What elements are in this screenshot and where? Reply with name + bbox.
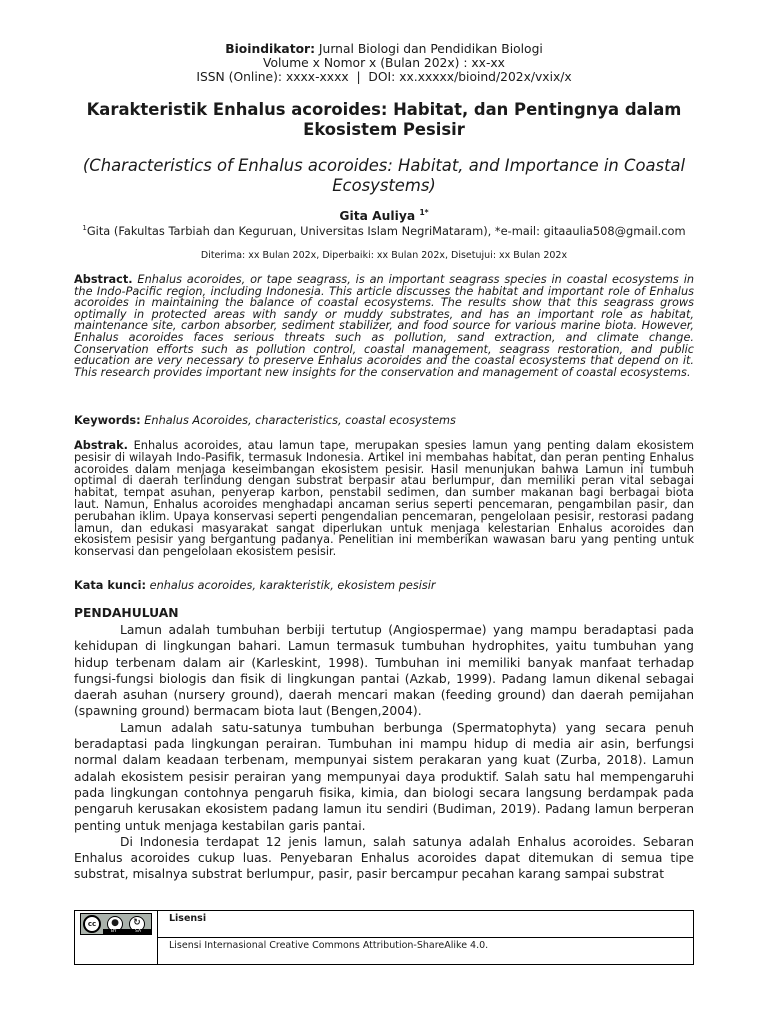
- author-line: [0, 208, 768, 223]
- keywords-english-text: Enhalus Acoroides, characteristics, coastal ecosystems: [140, 414, 456, 427]
- journal-name: [0, 42, 768, 56]
- license-box: [74, 910, 694, 965]
- badge-sa-text: SA: [135, 929, 142, 934]
- journal-name-rest: Jurnal Biologi dan Pendidikan Biologi: [315, 42, 543, 56]
- author-superscript: 1*: [419, 208, 429, 217]
- license-text: Lisensi Internasional Creative Commons Attribution-ShareAlike 4.0.: [169, 940, 489, 951]
- badge-strip: [103, 929, 151, 934]
- journal-header: [0, 42, 768, 84]
- abstract-indonesian-text: Enhalus acoroides, atau lamun tape, merupakan spesies lamun yang penting dalam ekosistem pesisir di wilayah Indo-Pasifik, termasuk Indonesia. Artikel ini membahas habitat, dan peran penting Enhalus acoroides dalam menjaga keseimbangan ekosistem pesisir. Hasil menunjukan bahwa Lamun ini tumbuh optimal di daerah terlindung dengan substrat berpasir atau berlumpur, dan memiliki peran vital sebagai habitat, tempat asuhan, penyerap karbon, penstabil sedimen, dan sumber makanan bagi berbagai biota laut. Namun, Enhalus acoroides menghadapi ancaman serius seperti pencemaran, pengambilan pasir, dan perubahan iklim. Upaya konservasi seperti pengendalian pencemaran, pengelolaan pesisir, restorasi padang lamun, dan edukasi masyarakat sangat diperlukan untuk menjaga kelestarian Enhalus acoroides dan ekosistem pesisir yang bergantung padanya. Penelitian ini memberikan wawasan baru yang penting untuk konservasi dan pengelolaan ekosistem pesisir.: [74, 439, 694, 559]
- body-paragraph: Di Indonesia terdapat 12 jenis lamun, salah satunya adalah Enhalus acoroides. Sebaran Enhalus acoroides cukup luas. Penyebaran Enhalus acoroides dapat ditemukan di semua tipe substrat, misalnya substrat berlumpur, pasir, pasir bercampur pecahan karang sampai substrat: [74, 834, 694, 882]
- body-paragraph: Lamun adalah tumbuhan berbiji tertutup (Angiospermae) yang mampu beradaptasi pada kehidupan di lingkungan bahari. Lamun termasuk tumbuhan hydrophites, yaitu tumbuhan yang hidup terbenam dalam air (Karleskint, 1998). Tumbuhan ini memiliki banyak manfaat terhadap fungsi-fungsi biologis dan fisik di lingkungan pantai (Azkab, 1999). Padang lamun dikenal sebagai daerah asuhan (nursery ground), daerah mencari makan (feeding ground) dan daerah pemijahan (spawning ground) bermacam biota laut (Bengen,2004).: [74, 623, 694, 719]
- abstract-english-label: Abstract.: [74, 273, 133, 286]
- keywords-english-label: Keywords:: [74, 414, 141, 427]
- cc-by-sa-badge[interactable]: [80, 913, 152, 935]
- body-text: [74, 622, 694, 883]
- license-heading: Lisensi: [169, 913, 207, 924]
- badge-by-text: BY: [111, 929, 117, 934]
- share-alike-icon: ↻: [129, 916, 145, 932]
- license-row-divider: [157, 937, 693, 938]
- body-paragraph: Lamun adalah satu-satunya tumbuhan berbunga (Spermatophyta) yang secara penuh beradaptasi pada lingkungan perairan. Tumbuhan ini mampu hidup di media air asin, berfungsi normal dalam keadaan terbenam, mempunyai sistem perakaran yang kuat (Zurba, 2018). Lamun adalah ekosistem pesisir perairan yang mempunyai daya produktif. Salah satu hal mempengaruhi pada lingkungan contohnya pengaruh fisika, kimia, dan biologi secara langsung berdampak pada pengaruh kerusakan ekosistem padang lamun itu sendiri (Budiman, 2019). Padang lamun berperan penting untuk menjaga kestabilan garis pantai.: [74, 720, 694, 833]
- submission-dates: Diterima: xx Bulan 202x, Diperbaiki: xx Bulan 202x, Disetujui: xx Bulan 202x: [200, 250, 568, 261]
- license-logo-cell: [75, 911, 158, 964]
- journal-name-label: Bioindikator:: [225, 42, 316, 56]
- person-icon: ●: [107, 916, 123, 932]
- keywords-english: [74, 415, 694, 427]
- article-title-indonesian: Karakteristik Enhalus acoroides: Habitat, dan Pentingnya dalam Ekosistem Pesisir: [86, 100, 682, 139]
- article-title-english: (Characteristics of Enhalus acoroides: Habitat, and Importance in Coastal Ecosystems): [82, 156, 686, 195]
- cc-icon: cc: [83, 915, 101, 933]
- keywords-indonesian-text: enhalus acoroides, karakteristik, ekosistem pesisir: [146, 579, 436, 592]
- abstract-indonesian: [74, 440, 694, 558]
- author-name: Gita Auliya: [339, 209, 416, 224]
- journal-issn-doi: ISSN (Online): xxxx-xxxx | DOI: xx.xxxxx/bioind/202x/vxix/x: [196, 70, 572, 84]
- abstract-english: [74, 274, 694, 378]
- keywords-indonesian-label: Kata kunci:: [74, 579, 147, 592]
- affiliation-text: Gita (Fakultas Tarbiah dan Keguruan, Universitas Islam NegriMataram), *e-mail: gitaaulia508@gmail.com: [86, 224, 686, 238]
- affiliation-superscript: 1: [82, 224, 87, 233]
- keywords-indonesian: [74, 580, 694, 592]
- abstract-indonesian-label: Abstrak.: [74, 439, 128, 452]
- journal-volume: Volume x Nomor x (Bulan 202x) : xx-xx: [263, 56, 505, 70]
- abstract-english-text: Enhalus acoroides, or tape seagrass, is an important seagrass species in coastal ecosystems in the Indo-Pacific region, including Indonesia. This article discusses the habitat and important role of Enhalus acoroides in maintaining the balance of coastal ecosystems. The results show that this seagrass grows optimally in protected areas with sandy or muddy substrates, and has an important role as habitat, maintenance site, carbon absorber, sediment stabilizer, and food source for various marine biota. However, Enhalus acoroides faces serious threats such as pollution, sand extraction, and climate change. Conservation efforts such as pollution control, coastal management, seagrass restoration, and public education are very necessary to preserve Enhalus acoroides and the coastal ecosystems that depend on it. This research provides important new insights for the conservation and management of coastal ecosystems.: [74, 273, 694, 379]
- affiliation-line: [0, 224, 768, 238]
- section-heading: PENDAHULUAN: [74, 606, 179, 620]
